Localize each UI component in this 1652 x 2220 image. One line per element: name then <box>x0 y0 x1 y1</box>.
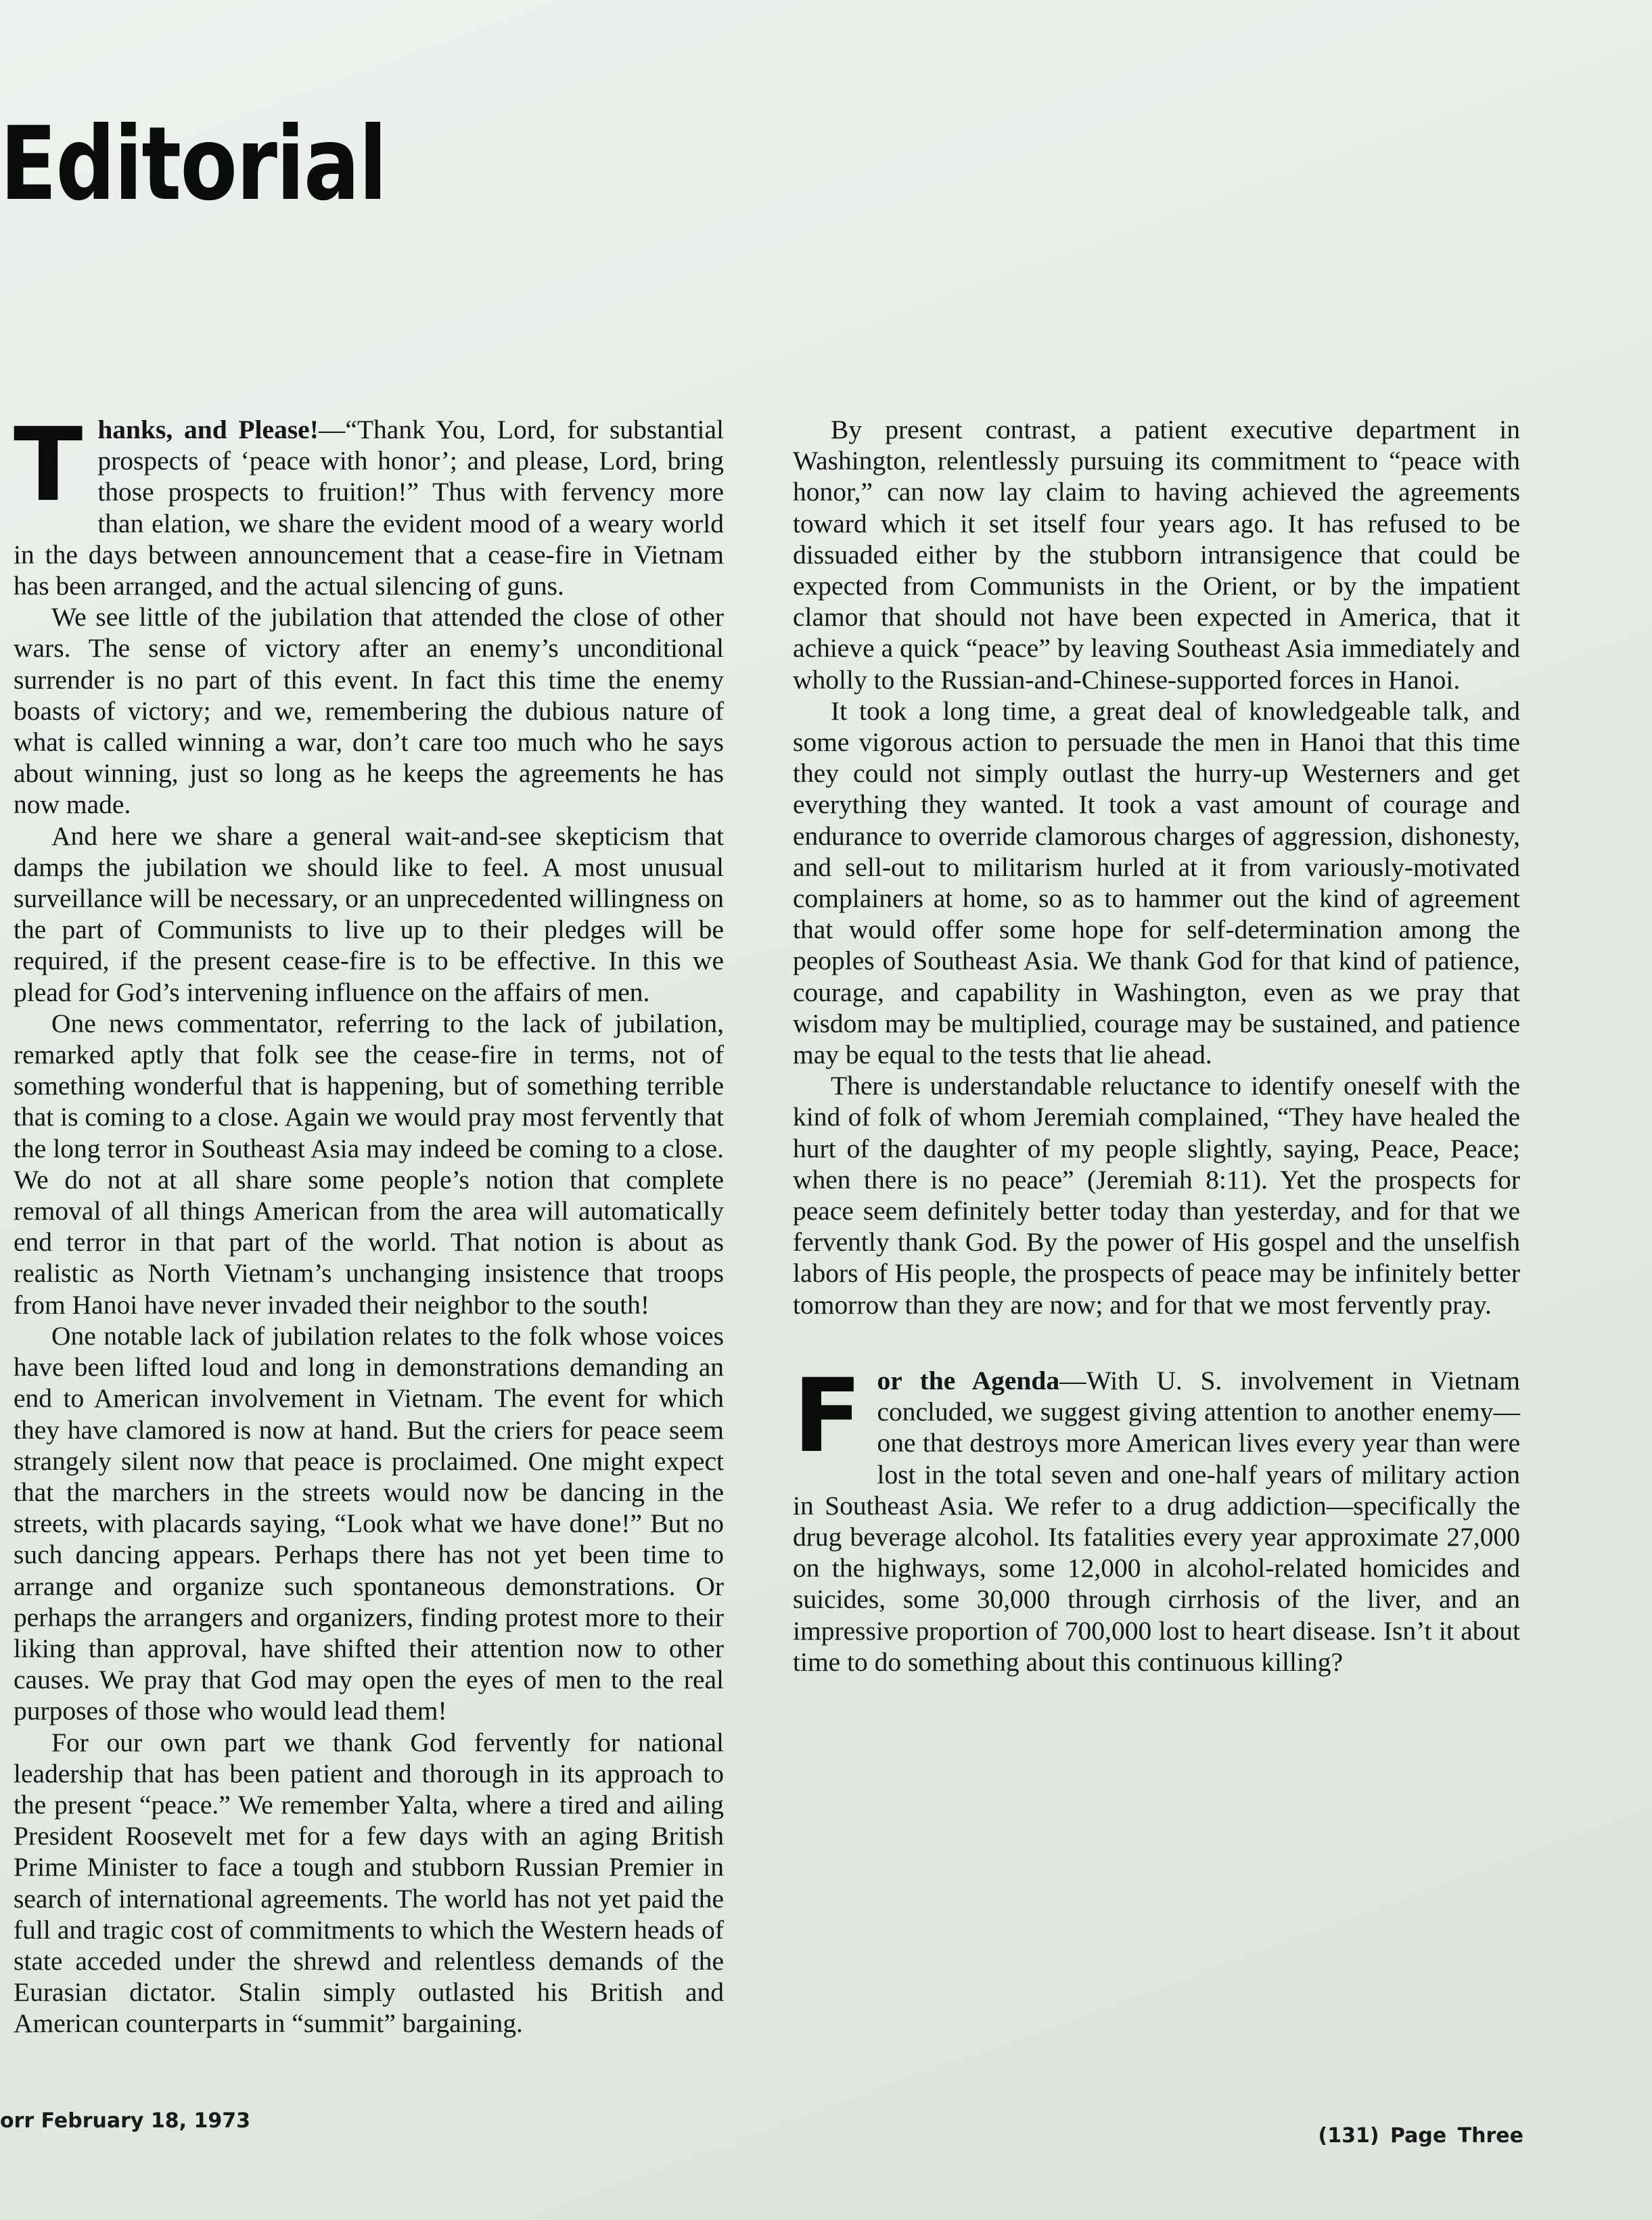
article1-paragraph-6: For our own part we thank God fervently for national leadership that has been patient and thorough in its approach to the present “peace.” We remember Yalta, where a tired and ailing President Roosevelt met for a few days with an aging British Prime Minister to face a tough and stubborn Russian Premier in search of international agreements. The world has not yet paid the full and tragic cost of commitments to which the Western heads of state acceded under the shrewd and relentless demands of the Eurasian dictator. Stalin simply outlasted his British and American counterparts in “summit” bargaining. <box>14 1727 724 2039</box>
article-separator <box>793 1320 1520 1365</box>
article2-runin-heading: or the Agenda <box>877 1365 1060 1395</box>
article1-dropcap: T <box>14 407 83 524</box>
article2-paragraph-1-text: —With U. S. involvement in Vietnam concluded, we suggest giving attention to another enemy—one that destroys more American lives every year than were lost in the total seven and one-half years of military action in Southeast Asia. We refer to a drug addiction—specifically the drug beverage alcohol. Its fatalities every year approximate 27,000 on the highways, some 12,000 in alcohol-related homicides and suicides, some 30,000 through cirrhosis of the liver, and an impressive proportion of 700,000 lost to heart disease. Isn’t it about time to do something about this continuous killing? <box>793 1365 1520 1677</box>
article1-paragraph-7: By present contrast, a patient executive department in Washington, relentlessly pursuing its commitment to “peace with honor,” can now lay claim to having achieved the agreements toward which it set itself four years ago. It has refused to be dissuaded either by the stubborn intransigence that could be expected from Communists in the Orient, or by the impatient clamor that should not have been expected in America, that it achieve a quick “peace” by leaving Southeast Asia immediately and wholly to the Russian-and-Chinese-supported forces in Hanoi. <box>793 415 1520 695</box>
article1-paragraph-1 <box>14 407 724 601</box>
footer-date: orr February 18, 1973 <box>0 2109 251 2133</box>
column-left <box>14 407 724 2039</box>
masthead-title: Editorial <box>0 106 386 223</box>
footer-page-number: (131) Page Three <box>1318 2124 1523 2148</box>
article1-runin-heading: hanks, and Please! <box>97 415 319 444</box>
article1-paragraph-4: One news commentator, referring to the lack of jubilation, remarked aptly that folk see the cease-fire in terms, not of something wonderful that is happening, but of something terrible that is coming to a close. Again we would pray most fervently that the long terror in Southeast Asia may indeed be coming to a close. We do not at all share some people’s notion that complete removal of all things American from the area will automatically end terror in that part of the world. That notion is about as realistic as North Vietnam’s unchanging insistence that troops from Hanoi have never invaded their neighbor to the south! <box>14 1008 724 1320</box>
column-right <box>793 414 1520 1678</box>
article1-paragraph-8: It took a long time, a great deal of knowledgeable talk, and some vigorous action to persuade the men in Hanoi that this time they could not simply outlast the hurry-up Westerners and get everything they wanted. It took a vast amount of courage and endurance to override clamorous charges of aggression, dishonesty, and sell-out to militarism hurled at it from variously-motivated complainers at home, so as to hammer out the kind of agreement that would offer some hope for self-determination among the peoples of Southeast Asia. We thank God for that kind of patience, courage, and capability in Washington, even as we pray that wisdom may be multiplied, courage may be sustained, and patience may be equal to the tests that lie ahead. <box>793 695 1520 1070</box>
article1-paragraph-9: There is understandable reluctance to identify oneself with the kind of folk of whom Jeremiah complained, “They have healed the hurt of the daughter of my people slightly, saying, Peace, Peace; when there is no peace” (Jeremiah 8:11). Yet the prospects for peace seem definitely better today than yesterday, and for that we fervently thank God. By the power of His gospel and the unselfish labors of His people, the prospects of peace may be infinitely better tomorrow than they are now; and for that we most fervently pray. <box>793 1071 1520 1320</box>
article1-paragraph-2: We see little of the jubilation that attended the close of other wars. The sense of victory after an enemy’s unconditional surrender is no part of this event. In fact this time the enemy boasts of victory; and we, remembering the dubious nature of what is called winning a war, don’t care too much who he says about winning, just so long as he keeps the agreements he has now made. <box>14 602 724 820</box>
article1-paragraph-3: And here we share a general wait-and-see skepticism that damps the jubilation we should like to feel. A most unusual surveillance will be necessary, or an unprecedented willingness on the part of Communists to live up to their pledges will be required, if the present cease-fire is to be effective. In this we plead for God’s intervening influence on the affairs of men. <box>14 820 724 1007</box>
article1-paragraph-1-text: —“Thank You, Lord, for substantial prospects of ‘peace with honor’; and please, Lord, bring those prospects to fruition!” Thus with fervency more than elation, we share the evident mood of a weary world in the days between announcement that a cease-fire in Vietnam has been arranged, and the actual silencing of guns. <box>14 415 724 601</box>
article2-dropcap: F <box>793 1357 863 1475</box>
article2-paragraph-1 <box>793 1357 1520 1678</box>
article1-paragraph-5: One notable lack of jubilation relates to the folk whose voices have been lifted loud and long in demonstrations demanding an end to American involvement in Vietnam. The event for which they have clamored is now at hand. But the criers for peace seem strangely silent now that peace is proclaimed. One might expect that the marchers in the streets would now be dancing in the streets, with placards saying, “Look what we have done!” But no such dancing appears. Perhaps there has not yet been time to arrange and organize such spontaneous demonstrations. Or perhaps the arrangers and organizers, finding protest more to their liking than approval, have shifted their attention now to other causes. We pray that God may open the eyes of men to the real purposes of those who would lead them! <box>14 1320 724 1726</box>
